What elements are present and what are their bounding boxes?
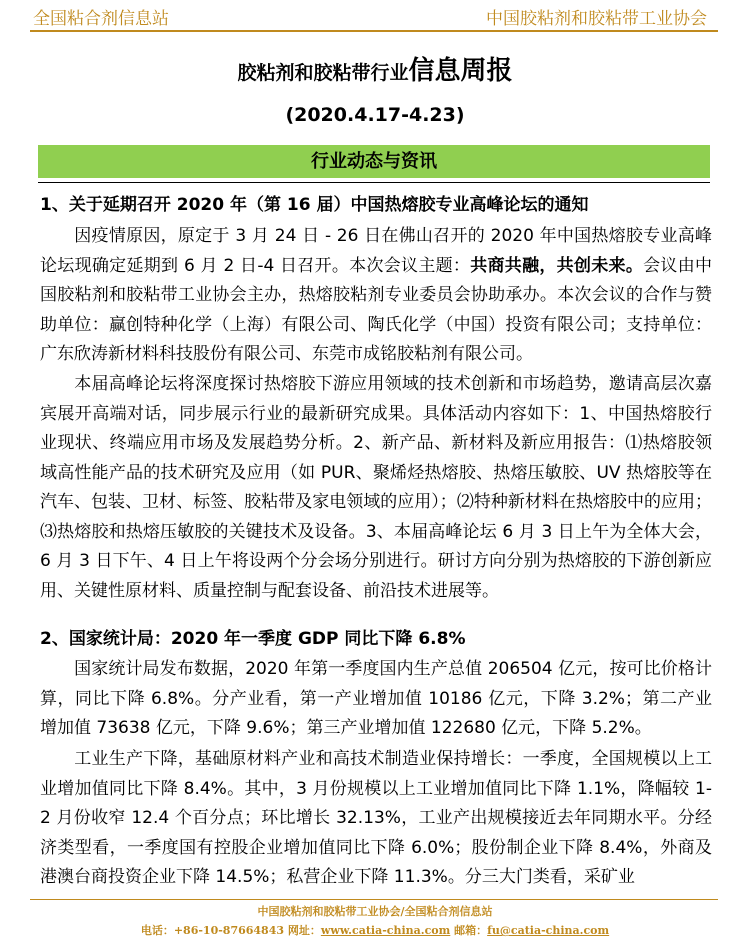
article2-paragraph1 — [40, 655, 712, 744]
article1-p1-bold: 共商共融，共创未来。 — [470, 255, 644, 276]
date-range: (2020.4.17-4.23) — [285, 104, 465, 126]
footer-divider — [30, 899, 718, 900]
footer-org: 中国胶粘剂和胶粘带工业协会/全国粘合剂信息站 — [257, 905, 493, 918]
footer-web-label: 网址： — [287, 924, 321, 937]
article1-paragraph1 — [40, 222, 712, 370]
header-divider — [30, 30, 718, 32]
section-divider — [38, 182, 710, 183]
footer-mail-label: 邮箱： — [454, 924, 488, 937]
page-header — [0, 0, 750, 32]
footer-phone: +86-10-87664843 — [173, 924, 285, 937]
title-prefix: 胶粘剂和胶粘带行业 — [237, 62, 409, 84]
title-main: 信息周报 — [408, 56, 513, 86]
article1-p2: 本届高峰论坛将深度探讨热熔胶下游应用领域的技术创新和市场趋势，邀请高层次嘉宾展开高端对话，同步展示行业的最新研究成果。具体活动内容如下：1、中国热熔胶行业现状、终端应用市场及发展趋势分析。2、新产品、新材料及新应用报告：⑴热熔胶领域高性能产品的技术研究及应用（如 PUR、聚烯烃热熔胶、热熔压敏胶、UV 热熔胶等在汽车、包装、卫材、标签、胶粘带及家电领域的应用）；⑵特种新材料在热熔胶中的应用；⑶热熔胶和热熔压敏胶的关键技术及设备。3、本届高峰论坛 6 月 3 日上午为全体大会，6 月 3 日下午、4 日上午将设两个分会场分别进行。研讨方向分别为热熔胶的下游创新应用、关键性原材料、质量控制与配套设备、前沿技术进展等。 — [40, 374, 712, 601]
article1-p1-a: 因疫情原因，原定于 3 月 24 日 - 26 日在佛山召开的 2020 年中国热熔胶专业高峰论坛现确定延期到 6 月 2 日-4 日召开。本次会议主题： — [40, 226, 712, 276]
article2-p1: 国家统计局发布数据，2020 年第一季度国内生产总值 206504 亿元，按可比价格计算，同比下降 6.8%。分产业看，第一产业增加值 10186 亿元，下降 3.2%；第二产业增加值 73638 亿元，下降 9.6%；第三产业增加值 122680 亿元，下降 5.2%。 — [40, 659, 712, 738]
footer-contact — [0, 922, 750, 938]
header-right-title: 中国胶粘剂和胶粘带工业协会 — [486, 9, 707, 29]
article2-p2: 工业生产下降，基础原材料产业和高技术制造业保持增长：一季度，全国规模以上工业增加值同比下降 8.4%。其中，3 月份规模以上工业增加值同比下降 1.1%，降幅较 1-2 月份收窄 12.4 个百分点；环比增长 32.13%，工业产出规模接近去年同期水平。分经济类型看，一季度国有控股企业增加值同比下降 6.0%；股份制企业下降 8.4%，外商及港澳台商投资企业下降 14.5%；私营企业下降 11.3%。分三大门类看，采矿业 — [40, 749, 712, 887]
article2-heading: 2、国家统计局：2020 年一季度 GDP 同比下降 6.8% — [40, 629, 466, 649]
article1-heading: 1、关于延期召开 2020 年（第 16 届）中国热熔胶专业高峰论坛的通知 — [40, 195, 589, 215]
footer-web-link[interactable]: www.catia-china.com — [320, 924, 451, 937]
document-title — [0, 50, 750, 87]
article2-paragraph2 — [40, 745, 712, 893]
header-left-title: 全国粘合剂信息站 — [33, 9, 169, 29]
article1-paragraph2 — [40, 370, 712, 606]
section-band: 行业动态与资讯 — [38, 145, 710, 178]
footer-phone-label: 电话： — [140, 924, 174, 937]
article1-p1-b: 会议由中国胶粘剂和胶粘带工业协会主办，热熔胶粘剂专业委员会协助承办。本次会议的合作与赞助单位：赢创特种化学（上海）有限公司、陶氏化学（中国）投资有限公司；支持单位：广东欣涛新材料科技股份有限公司、东莞市成铭胶粘剂有限公司。 — [40, 255, 713, 364]
footer-mail-link[interactable]: fu@catia-china.com — [487, 924, 610, 937]
